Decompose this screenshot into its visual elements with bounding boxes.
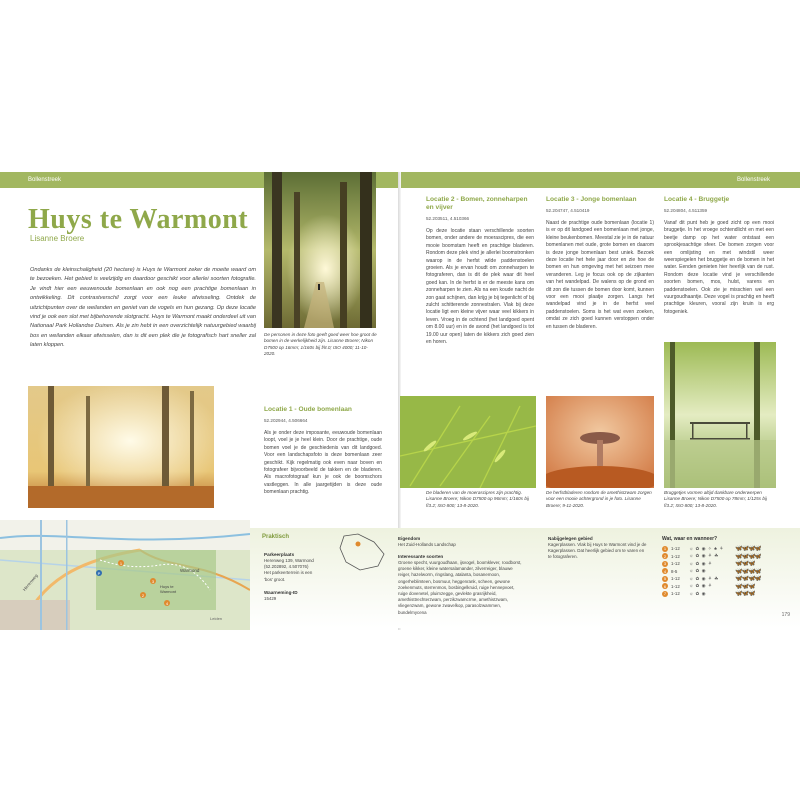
location-1-title: Locatie 1 - Oude bomenlaan (264, 406, 352, 413)
forest-photo-image (264, 172, 376, 328)
fern-photo (400, 396, 536, 488)
row-months: 1-12 (671, 561, 680, 567)
row-wildlife-icons: 🦋🦋🦋🦋 (735, 576, 761, 583)
autumn-photo (28, 386, 214, 508)
fern-photo-image (400, 396, 536, 488)
row-wildlife-icons: 🦋🦋🦋🦋 (735, 553, 761, 560)
row-subject-icons: ☼ ✿ ◉ ⚘ (689, 560, 713, 566)
row-wildlife-icons: 🦋🦋🦋🦋 (735, 568, 761, 575)
location-1-coords: 52.202944, 4.506664 (264, 418, 308, 423)
row-wildlife-icons: 🦋🦋🦋🦋 (735, 546, 761, 553)
page-number: 179 (781, 612, 790, 618)
magazine-spread (0, 172, 800, 630)
bridge-photo (664, 342, 776, 488)
forest-photo (264, 172, 376, 328)
table-row (662, 545, 792, 553)
mushroom-caption: De herfstbladeren rondom de amethistzwam zorgen voor een mooie achtergrond in je foto. Lisanne Broere; 9-11-2020. (546, 490, 652, 508)
map-marker-4[interactable]: 4 (165, 600, 169, 606)
map-label-huys: Huys te Warmont (160, 584, 177, 594)
row-months: 1-12 (671, 583, 680, 589)
location-3-text: Naast de prachtige oude bomenlaan (locatie 1) is er op dit landgoed een bomenlaan met jonge, kleine beukenbomen. Meestal zie je in de natuur bomenlanen met oude, grote bomen en daarom is deze jonge bomenlaan best uniek. Bezoek deze locatie het hele jaar door en zie hoe de bomen en hun omgeving met het seizoen mee veranderen. Leg je focus ook op de zijkanten van het wandelpad. De walens op de grond en dit zon die tussen de bomen door komt, kunnen voor een mooi plaatje zorgen. Langs het wandelpad vind je in de herfst veel paddenstoelen. Soms is het wat even zoeken, omdat ze zich goed kunnen verstoppen onder en tussen de bladeren. (546, 220, 654, 330)
location-3-coords: 52.204747, 4.510419 (546, 208, 590, 213)
map-label-warmond: Warmond (180, 568, 200, 573)
what-where-when-table (662, 536, 792, 598)
row-months: 1-12 (671, 576, 680, 582)
row-wildlife-icons: 🦋🦋🦋 (735, 583, 755, 590)
row-months: 8-5 (671, 568, 678, 574)
autumn-photo-image (28, 386, 214, 508)
table-row (662, 583, 792, 591)
nearby-label: Nabijgelegen gebied (548, 536, 593, 541)
practical-heading: Praktisch (262, 534, 290, 540)
nearby-text: Kagerplassen. Vlak bij Huys te Warmont vind je de Kagerplassen. Dat heerlijk gebied om te varen en te fotograferen. (548, 542, 647, 560)
mushroom-photo-image (546, 396, 654, 488)
area-map[interactable] (0, 520, 250, 630)
section-bar-left: Bollenstreek (0, 172, 398, 188)
row-number: 3 (663, 561, 667, 567)
location-4-text: Vanaf dit punt heb je goed zicht op een mooi bruggetje. In het vroege ochtendlicht en met een beetje damp op het water ontstaat een sprookjesachtige sfeer. De bomen zorgen voor een omlijsting en met windstil weer weerspiegelen het bruggetje en de bomen in het water. Eenden genieten hier heerlijk van de rust. Rondom deze locatie vind je verschillende soorten bomen, mos, hulst, varens en paddenstoelen. Ook zie je misschien wel een vuurgoudhaantje. Deze vogel is prachtig en heeft prachtige kleuren, vooral zijn kruin is erg fotogeniek. (664, 220, 774, 315)
parking-label: Parkeerplaats (264, 552, 295, 557)
owner-text: Het Zuid-Hollands Landschap (398, 542, 456, 547)
row-wildlife-icons: 🦋🦋🦋 (735, 591, 755, 598)
table-row (662, 553, 792, 561)
map-marker-1[interactable]: 1 (119, 560, 123, 566)
section-bar-right: Bollenstreek (400, 172, 800, 188)
bridge-caption: Bruggetjes vormen altijd dankbare onderwerpen Lisanne Broere; Nikon D7500 op 78mm; 1/125s bij f/3.2; ISO 800; 13-8-2020. (664, 490, 767, 508)
location-4-title: Locatie 4 - Bruggetje (664, 196, 730, 203)
table-row (662, 575, 792, 583)
row-subject-icons: ☼ ✿ ◉ (689, 568, 707, 574)
row-number: 6 (663, 583, 667, 589)
parking-text: Herenweg 139, Warmond (52.202892, 4.507076) Het parkeerterrein is een 'bos' groot. (264, 558, 314, 582)
row-months: 1-12 (671, 546, 680, 552)
table-row (662, 590, 792, 598)
mushroom-photo (546, 396, 654, 488)
row-months: 1-12 (671, 553, 680, 559)
intro-text: Ondanks de kleinschaligheid (20 hectare) is Huys te Warmont zeker de moeite waard om te bezoeken. Het gebied is veelzijdig en daardoor geschikt voor allerlei soorten fotografie. Je vindt hier een eeuwenoude bomenlaan en ook nog een prachtige bomenlaan in ontwikkeling. Dit contrastverschil zorgt voor een leuke afwisseling. Ontdek de uitzichtpunten over de weilanden en geniet van de vogels en hun gezang. Op deze locatie vind je ook een slot met bijbehorende slotgracht. Huys te Warmont maakt onderdeel uit van Nationaal Park Hollandse Duinen. Als je zin hebt in een overzichtelijk natuurgebied waarbij bos en weilanden elkaar afwisselen, dan is dit een plek die je fotografisch hart sneller zal laten kloppen. (30, 267, 256, 349)
row-subject-icons: ☼ ✿ ◉ ⚘ ☘ (689, 575, 719, 581)
forest-caption: De personen in deze foto geeft goed weer hoe groot de bomen in de werkelijkheid zijn. Lisanne Broere; Nikon D7500 op 16mm; 1/160s bij f/8.0; ISO 4000; 11-10-2020. (264, 332, 377, 357)
province-outline-map (334, 532, 390, 572)
article-author: Lisanne Broere (30, 234, 85, 243)
row-number: 2 (663, 553, 667, 559)
row-number: 4 (663, 568, 667, 574)
map-marker-parking[interactable]: P (97, 570, 101, 576)
map-marker-2[interactable]: 2 (141, 592, 145, 598)
table-row (662, 568, 792, 576)
article-title: Huys te Warmont (28, 204, 249, 235)
table-row (662, 560, 792, 568)
map-marker-3[interactable]: 3 (151, 578, 155, 584)
waarneming-label: Waarneming-ID (264, 590, 298, 595)
location-1-text: Als je onder deze imposante, eeuwoude bomenlaan loopt, voel je je heel klein. Door de prachtige, oude bomen voel je de geschiedenis van dit landgoed. Voor een landschapsfoto is deze bomenlaan zeer geschikt. Kijk regelmatig ook even naar boven en fotografeer bijvoorbeeld de takken en de bladeren. Als macrofotograaf kun je ook de boomschors vastleggen. In alle jaargetijden is deze oude bomenlaan prachtig. (264, 430, 382, 496)
bridge-photo-image (664, 342, 776, 488)
row-months: 1-12 (671, 591, 680, 597)
map-label-leiden: Leiden (210, 616, 223, 621)
species-text: Groene specht, vuurgoudhaan, ijsvogel, boomklever, roodborst, groene kikker, kleine watersalamander, zilverreiger, blauwe reiger, hazelworm, ringslang, atalanta, bosanemoon, ongerheblimteen, bosmuur, heggenrank, scheen, gewone zoekenmuts, sterrenmos, bosbingelkruid, ruige hennepvoet, ruige dovenetel, pluimzegge, gevlekte grasrijkheid, amethisttrechterzwam, perzikzwamcrme, amethistzwam, vliegenzwam, gewone zwavelkop, parasolzwammen, bundelmycena (398, 560, 522, 615)
table-title: Wat, waar en wanneer? (662, 536, 718, 542)
owner-label: Eigendom (398, 536, 421, 541)
map-label-herenweg: Herenweg (21, 573, 39, 592)
row-subject-icons: ☼ ✿ ◉ ⚘ (689, 583, 713, 589)
location-2-text: Op deze locatie staan verschillende soorten bomen, onder andere de moerascipres, die een mooie boomstam heeft en prachtige bladeren. Rondom deze plek vind je allerlei boomstronken waarop in de herfst wilde paddenstoelen groeien. Als je ervan houdt om zonneharpen te fotograferen, dan is dit de plek waar dit heel goed kan. In de herfst is er de meeste kans om zonneharpen te zien. Als na een koude nacht de zon gaat schijnen, dan krijg je bij tegenlicht of bij zulcht schitterende zonnestralen. Vlak bij deze locatie ligt een kleine vijver waar veel kikkers in leven. Vroeg in de ochtend (het landgoed opent om 8.00 uur) en in de avond (het landgoed is tot 19.00 uur open) laten de kikkers zich goed zien en horen. (426, 228, 534, 346)
row-subject-icons: ☼ ✿ ◉ ⚘ ☘ (689, 553, 719, 559)
row-number: 7 (663, 591, 667, 597)
row-number: 1 (663, 546, 667, 552)
waarneming-value: 15429 (264, 596, 277, 601)
location-2-title: Locatie 2 - Bomen, zonneharpen en vijver (426, 196, 528, 211)
location-4-coords: 52.204804, 4.511359 (664, 208, 708, 213)
species-label: Interessante soorten (398, 554, 444, 559)
fern-caption: De bladeren van de moerascipres zijn prachtig. Lisanne Broere; Nikon D7500 op 96mm; 1/160s bij f/3.2; ISO 800; 13-8-2020. (426, 490, 529, 508)
location-3-title: Locatie 3 - Jonge bomenlaan (546, 196, 637, 203)
row-number: 5 (663, 576, 667, 582)
location-2-coords: 52.203511, 4.510366 (426, 216, 470, 221)
row-wildlife-icons: 🦋🦋🦋 (735, 561, 755, 568)
row-subject-icons: ☼ ✿ ◉ (689, 590, 707, 596)
row-subject-icons: ☼ ✿ ◉ ✧ ♣ ⚘ (689, 545, 724, 551)
